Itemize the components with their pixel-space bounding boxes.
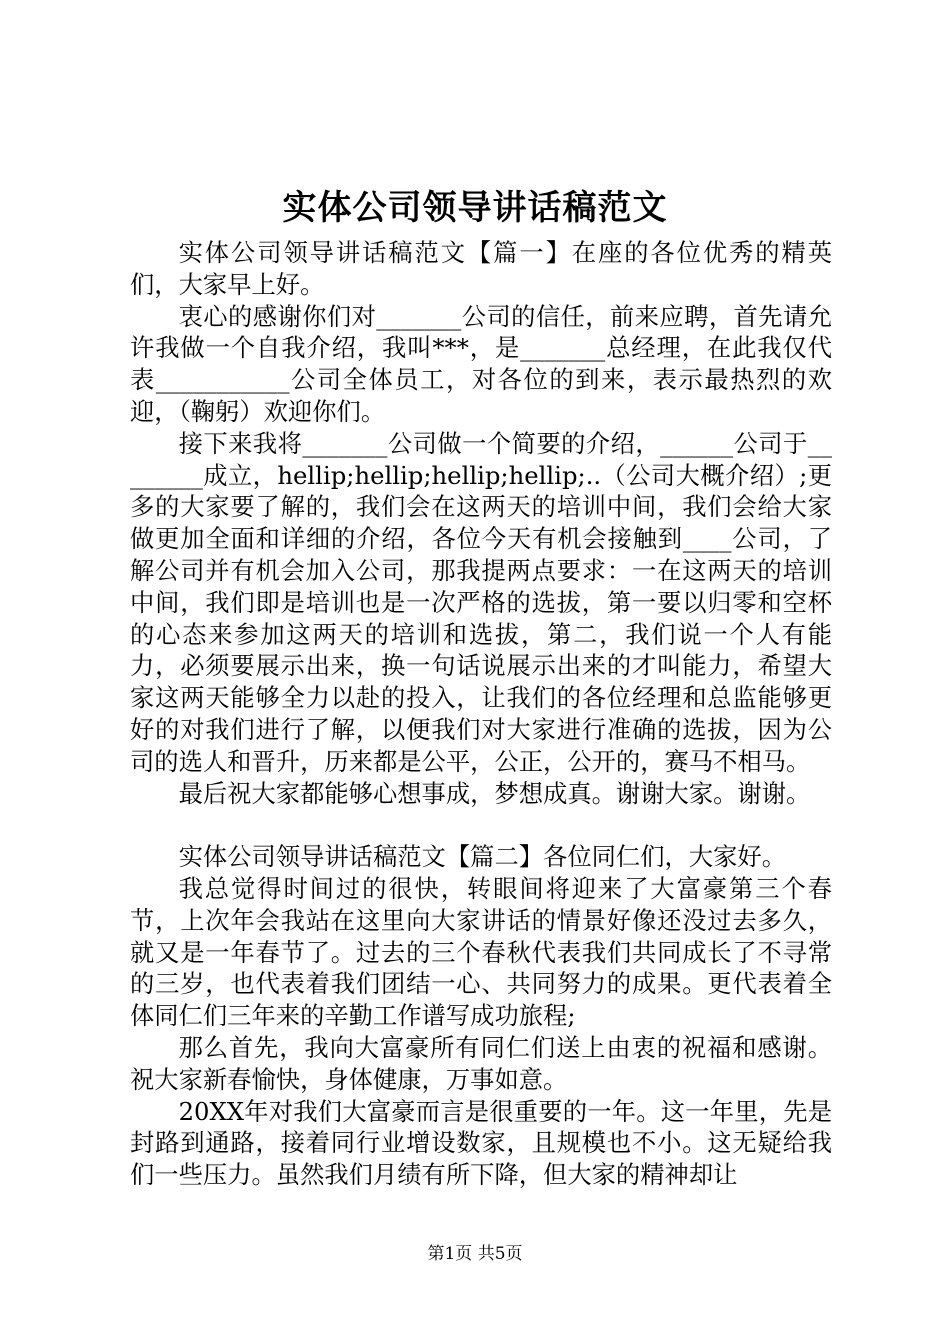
paragraph: 实体公司领导讲话稿范文【篇一】在座的各位优秀的精英们，大家早上好。	[130, 238, 832, 299]
paragraph: 接下来我将_______公司做一个简要的介绍，______公司于________成立，hellip;hellip;hellip;hellip;..（公司大概介绍）;更多的大家要了解的，我们会在这两天的培训中间，我们会给大家做更加全面和详细的介绍，各位今天有机会接触到____公司，了解公司并有机会加入公司，那我提两点要求：一在这两天的培训中间，我们即是培训也是一次严格的选拔，第一要以归零和空杯的心态来参加这两天的培训和选拔，第二，我们说一个人有能力，必须要展示出来，换一句话说展示出来的才叫能力，希望大家这两天能够全力以赴的投入，让我们的各位经理和总监能够更好的对我们进行了解，以便我们对大家进行准确的选拔，因为公司的选人和晋升，历来都是公平，公正，公开的，赛马不相马。	[130, 428, 832, 776]
paragraph: 那么首先，我向大富豪所有同仁们送上由衷的祝福和感谢。祝大家新春愉快，身体健康，万事如意。	[130, 1032, 832, 1094]
paragraph: 20XX年对我们大富豪而言是很重要的一年。这一年里，先是封路到通路，接着同行业增设数家，且规模也不小。这无疑给我们一些压力。虽然我们月绩有所下降，但大家的精神却让	[130, 1096, 832, 1190]
page-number-footer: 第1页 共5页	[427, 1244, 523, 1264]
paragraph: 我总觉得时间过的很快，转眼间将迎来了大富豪第三个春节，上次年会我站在这里向大家讲话的情景好像还没过去多久，就又是一年春节了。过去的三个春秋代表我们共同成长了不寻常的三岁，也代表着我们团结一心、共同努力的成果。更代表着全体同仁们三年来的辛勤工作谱写成功旅程;	[130, 873, 832, 1031]
paragraph: 最后祝大家都能够心想事成，梦想成真。谢谢大家。谢谢。	[178, 778, 811, 808]
paragraph: 衷心的感谢你们对_______公司的信任，前来应聘，首先请允许我做一个自我介绍，我叫***，是_______总经理，在此我仅代表___________公司全体员工，对各位的到来，表示最热烈的欢迎，（鞠躬）欢迎你们。	[130, 301, 832, 426]
document-body	[130, 237, 832, 1191]
document-title: 实体公司领导讲话稿范文	[282, 188, 668, 228]
paragraph: 实体公司领导讲话稿范文【篇二】各位同仁们，大家好。	[178, 842, 787, 872]
